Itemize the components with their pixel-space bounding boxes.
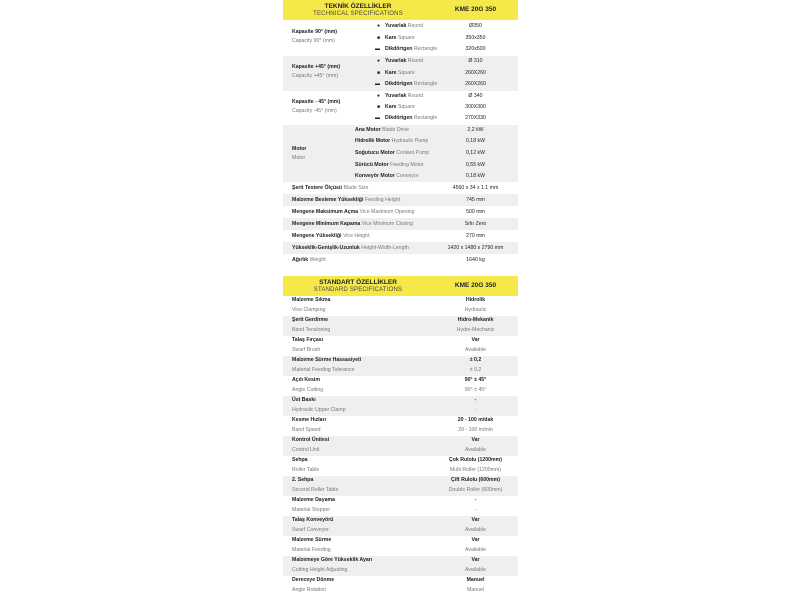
standard-row: Kontrol Ünitesi Control Unit Var Available [283, 436, 518, 456]
technical-header [283, 0, 518, 20]
value: 0,55 kW [465, 162, 486, 168]
value: 745 mm [466, 197, 485, 203]
capacity-group: Kapasite - 45° (mm) Capacity -45° (mm) ● Yuvarlak Round Ø 340 ■ Kare Square 300X300 ▬ Dikdörtgen Rectangle 270X330 [283, 91, 518, 125]
capacity-label-tr: Kapasite +45° (mm) [292, 64, 341, 70]
capacity-group: Kapasite +45° (mm) Capacity +45° (mm) ● Yuvarlak Round Ø 310 ■ Kare Square 260X260 ▬ Dikdörtgen Rectangle 260X260 [283, 56, 518, 91]
value: 0,18 kW [465, 138, 486, 144]
motor-label-en: Motor [292, 155, 306, 161]
circle-icon: ● [377, 58, 381, 64]
value: 4560 x 34 x 1.1 mm [452, 185, 499, 191]
square-icon: ■ [377, 70, 381, 76]
technical-model: KME 20G 350 [454, 6, 497, 13]
capacity-label-en: Capacity -45° (mm) [292, 108, 337, 114]
technical-title-en: TECHNICAL SPECIFICATIONS [313, 11, 403, 17]
standard-row: Talaş Fırçası Swarf Brush Var Available [292, 337, 486, 353]
standard-row: Malzeme Sürme Hassasiyeti Material Feeding Tolerance ± 0,2 ± 0,2 [283, 356, 518, 376]
circle-icon: ● [377, 93, 381, 99]
value: 260X260 [465, 70, 486, 76]
standard-row: Üst Baskı Hydraulic Upper Clamp - - [283, 396, 518, 416]
value: 320x500 [465, 46, 486, 52]
standard-row: Malzeme Dayama Material Stopper - - [292, 497, 477, 513]
value: Ø 310 [468, 58, 483, 64]
circle-icon: ● [377, 23, 381, 29]
rectangle-icon: ▬ [375, 81, 380, 87]
standard-title-tr: STANDART ÖZELLİKLER [319, 279, 397, 286]
value: Ø 340 [468, 93, 483, 99]
value: 300X300 [465, 104, 486, 110]
value: 270X330 [465, 115, 486, 121]
standard-title-en: STANDARD SPECIFICATIONS [313, 287, 403, 293]
spec-row: Yükseklik-Genişlik-Uzunluk Height-Width-Length 1420 x 1480 x 2790 mm [283, 242, 518, 254]
spec-row: Mengene Yüksekliği Vice Height 270 mm [283, 230, 518, 242]
standard-row: Açılı Kesim Angle Cutting 90° ± 45° 90° ± 45° [292, 377, 487, 393]
standard-model: KME 20G 350 [454, 282, 497, 289]
spec-row: Şerit Testere Ölçüsü Blade Size 4560 x 34 x 1.1 mm [283, 182, 518, 194]
value: 350x350 [465, 35, 486, 41]
rectangle-icon: ▬ [375, 46, 380, 52]
value: 500 mm [466, 209, 485, 215]
standard-row: 2. Sehpa Second Roller Table Çift Rulolu (600mm) Double Roller (600mm) [283, 476, 518, 496]
rectangle-icon: ▬ [375, 115, 380, 121]
standard-row: Malzemeye Göre Yükseklik Ayarı Cutting Height Adjusting Var Available [283, 556, 518, 576]
motor-label-tr: Motor [292, 146, 307, 152]
value: 1640 kg [466, 257, 485, 263]
standard-row: Kesme Hızları Band Speed 20 - 100 m/dak 20 - 100 m/min [292, 417, 494, 433]
capacity-label-en: Capacity +45° (mm) [292, 73, 339, 79]
value: Ø350 [469, 23, 482, 29]
spec-row: Malzeme Besleme Yüksekliği Feeding Height 745 mm [283, 194, 518, 206]
value: 260X260 [465, 81, 486, 87]
spec-sheet [283, 0, 518, 600]
value: 0,12 kW [465, 150, 486, 156]
spec-row: Mengene Maksimum Açma Vice Maximum Opening 500 mm [283, 206, 518, 218]
value: Sıfır Zero [464, 221, 487, 227]
technical-title-tr: TEKNİK ÖZELLİKLER [324, 3, 392, 10]
capacity-label-en: Capacity 90° (mm) [292, 38, 336, 44]
standard-header [283, 276, 518, 296]
standard-row: Malzeme Sıkma Vice Clamping Hidrolik Hydraulic [292, 297, 487, 313]
motor-group: Motor Motor Ana Motor Blade Drive 2,2 kW Hidrolik Motor Hydraulic Pump 0,18 kW Soğutucu Motor Coolant Pump 0,12 kW Sürücü Motor Feeding Motor 0,55 kW Konveyör Motor Conveyor 0,18 kW [283, 125, 518, 182]
square-icon: ■ [377, 104, 381, 110]
standard-row: Malzeme Sürme Material Feeding Var Available [292, 537, 486, 553]
square-icon: ■ [377, 35, 381, 41]
standard-row: Dereceye Dönme Angle Rotation Manuel Manuel [292, 577, 485, 593]
capacity-group: Kapasite 90° (mm) Capacity 90° (mm) ● Yuvarlak Round Ø350 ■ Kare Square 350x350 ▬ Dikdörtgen Rectangle 320x500 [283, 20, 518, 56]
value: 1420 x 1480 x 2790 mm [447, 245, 504, 251]
value: 0,18 kW [465, 173, 486, 179]
value: 2,2 kW [467, 127, 484, 133]
spec-row: Ağırlık Weight 1640 kg [283, 254, 518, 266]
value: 270 mm [466, 233, 485, 239]
standard-row: Sehpa Roller Table Çok Rulolu (1200mm) Multi Roller (1200mm) [292, 457, 503, 473]
capacity-label-tr: Kapasite - 45° (mm) [292, 99, 341, 105]
spec-row: Mengene Minimum Kapama Vice Minimum Closing Sıfır Zero [283, 218, 518, 230]
capacity-label-tr: Kapasite 90° (mm) [292, 29, 338, 35]
standard-row: Talaş Konveyörü Swarf Conveyor Var Available [283, 516, 518, 536]
standard-row: Şerit Gerdirme Band Tensioning Hidro-Mekanik Hydro-Mechanic [283, 316, 518, 336]
